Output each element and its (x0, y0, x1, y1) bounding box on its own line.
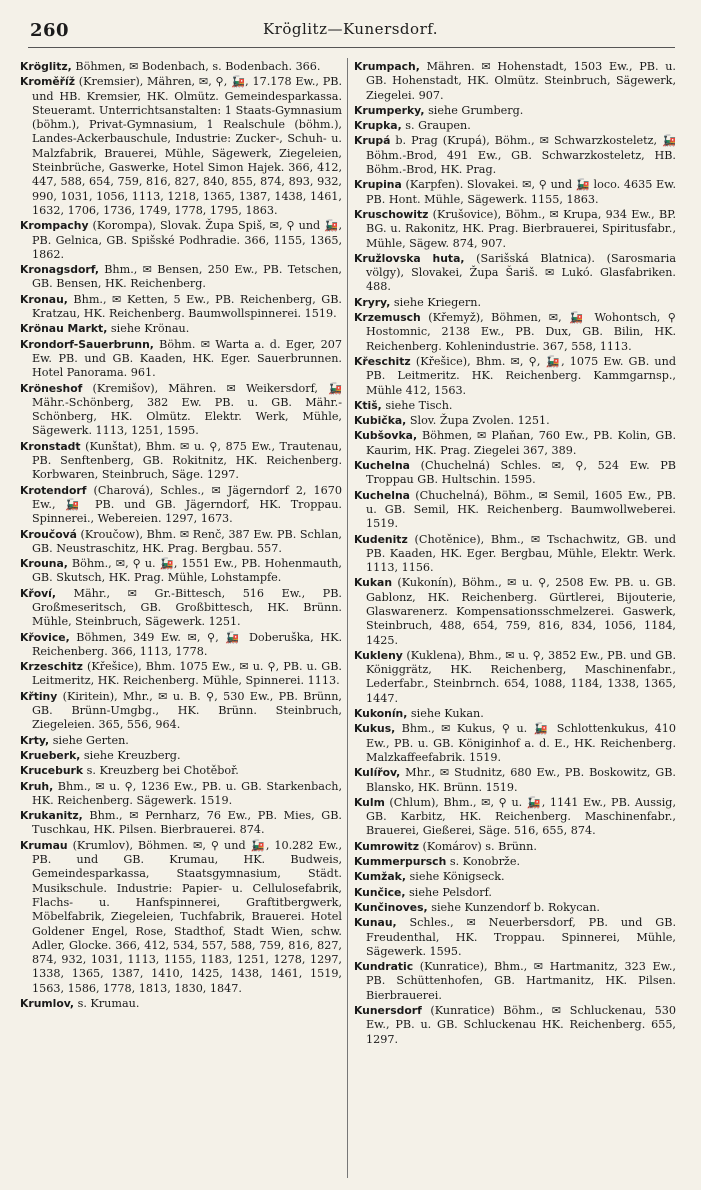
directory-entry (20, 997, 342, 1011)
entry-headword: Krotendorf (20, 483, 87, 497)
directory-entry (20, 338, 342, 381)
entry-text: (Karpfen). Slovakei. ✉, ⚲ und 🚂 loco. 4635 Ew. PB. Hont. Mühle, Sägewerk. 1155, 1863. (366, 178, 676, 206)
directory-entry (20, 631, 342, 660)
entry-headword: Kroměříž (20, 75, 75, 89)
entry-headword: Kronau, (20, 292, 68, 306)
entry-headword: Krumperky, (354, 103, 425, 117)
entry-text: Bhm., ✉ u. ⚲, 1236 Ew., PB. u. GB. Starkenbach, HK. Reichenberg. Sägewerk. 1519. (32, 779, 342, 807)
directory-entry (20, 764, 342, 778)
directory-entry (20, 382, 342, 439)
right-column (354, 60, 676, 1180)
directory-entry (20, 557, 342, 586)
directory-entry (354, 252, 676, 295)
directory-entry (354, 840, 676, 854)
entry-headword: Kronstadt (20, 439, 81, 453)
header-rule (28, 47, 675, 48)
directory-entry (354, 134, 676, 177)
entry-text: (Kunratice), Bhm., ✉ Hartmanitz, 323 Ew., PB. Schüttenhofen, GB. Hartmanitz, HK. Pilsen. Bierbrauerei. (366, 960, 676, 1002)
entry-headword: Krönau Markt, (20, 322, 108, 336)
directory-entry (354, 916, 676, 959)
entry-headword: Krzemusch (354, 311, 421, 325)
entry-text: Bhm., ✉ Kukus, ⚲ u. 🚂 Schlottenkukus, 410 Ew., PB. u. GB. Königinhof a. d. E., HK. Reichenberg. Malzkaffeefabrik. 1519. (366, 722, 676, 764)
entry-headword: Kubička, (354, 414, 407, 428)
entry-text: (Kroučow), Bhm. ✉ Renč, 387 Ew. PB. Schlan, GB. Neustraschitz, HK. Prag. Bergbau. 557. (32, 527, 342, 555)
entry-headword: Kumrowitz (354, 839, 419, 853)
directory-entry (354, 576, 676, 647)
directory-entry (354, 649, 676, 706)
entry-text: b. Prag (Krupá), Böhm., ✉ Schwarzkosteletz, 🚂 Böhm.-Brod, 491 Ew., GB. Schwarzkosteletz, HB. Böhm.-Brod, HK. Prag. (366, 134, 676, 177)
directory-entry (354, 533, 676, 576)
entry-headword: Kröglitz, (20, 60, 72, 73)
entry-text: (Chuchelná), Böhm., ✉ Semil, 1605 Ew., PB. u. GB. Semil, HK. Reichenberg. Baumwollweberei. 1519. (366, 488, 676, 531)
entry-text: s. Graupen. (405, 119, 471, 133)
directory-entry (354, 311, 676, 354)
entry-headword: Kružlovska huta, (354, 251, 465, 265)
entry-headword: Kukleny (354, 648, 403, 662)
page-header (0, 0, 701, 52)
entry-text: (Chotěnice), Bhm., ✉ Tschachwitz, GB. und PB. Kaaden, HK. Eger. Bergbau, Mühle, Elektr. Werk. 1113, 1156. (366, 532, 676, 575)
entry-text: (Chuchelná) Schles. ✉, ⚲, 524 Ew. PB Troppau GB. Hultschin. 1595. (366, 459, 676, 487)
entry-headword: Krzeschitz (20, 660, 83, 674)
entry-headword: Křtiny (20, 689, 58, 703)
entry-headword: Krumpach, (354, 60, 420, 73)
entry-headword: Kummerpursch (354, 855, 447, 869)
entry-text: siehe Kriegern. (393, 295, 482, 309)
directory-entry (354, 960, 676, 1003)
entry-headword: Kulm (354, 795, 385, 809)
directory-entry (354, 766, 676, 795)
entry-headword: Kukus, (354, 722, 396, 736)
directory-entry (354, 459, 676, 488)
entry-text: Bhm., ✉ Bensen, 250 Ew., PB. Tetschen, GB. Bensen, HK. Reichenberg. (32, 263, 342, 291)
entry-text: Bhm., ✉ Ketten, 5 Ew., PB. Reichenberg, GB. Kratzau, HK. Reichenberg. Baumwollspinnerei. 1519. (32, 292, 342, 321)
entry-text: (Křešice), Bhm. 1075 Ew., ✉ u. ⚲, PB. u. GB. Leitmeritz, HK. Reichenberg. Mühle, Spinnerei. 1113. (32, 660, 342, 688)
entry-text: siehe Kreuzberg. (83, 748, 181, 762)
directory-entry (20, 293, 342, 322)
entry-text: s. Kreuzberg bei Chotěboř. (86, 764, 239, 778)
directory-entry (20, 440, 342, 483)
entry-text: (Kremsier), Mähren, ✉, ⚲, 🚂, 17.178 Ew., PB. und HB. Kremsier, HK. Olmütz. Gemeindesparkassa. Steueramt. Unterrichtsanstalten: 1 Staats-Gymnasium (böhm.), Privat-Gymnasium, 1 Realschule (böhm.), Landes-Ackerbauschule, Industrie: Zucker-, Schuh- u. Malzfabrik, Brauerei, Mühle, Sägewerk, Ziegeleien, Steinbrüche, Gaswerke, Hotel Simon Hajek. 366, 412, 447, 588, 654, 759, 816, 827, 840, 855, 874, 893, 932, 990, 1031, 1056, 1113, 1218, 1365, 1387, 1438, 1461, 1632, 1706, 1736, 1749, 1778, 1795, 1863. (32, 75, 342, 217)
directory-entry (20, 780, 342, 809)
directory-entry (20, 660, 342, 689)
entry-text: Mhr., ✉ Studnitz, 680 Ew., PB. Boskowitz, GB. Blansko, HK. Brünn. 1519. (366, 766, 676, 794)
entry-text: siehe Krönau. (110, 322, 190, 336)
entry-headword: Kukonín, (354, 707, 408, 721)
entry-text: (Korompa), Slovak. Župa Spiš, ✉, ⚲ und 🚂, PB. Gelnica, GB. Spišské Podhradie. 366, 1155, 1365, 1862. (32, 219, 342, 261)
directory-entry (20, 809, 342, 838)
directory-entry (20, 60, 342, 74)
entry-headword: Kryry, (354, 295, 391, 309)
entry-headword: Krompachy (20, 219, 89, 233)
entry-headword: Kukan (354, 576, 393, 590)
entry-headword: Křeschitz (354, 354, 411, 368)
directory-entry (20, 528, 342, 557)
entry-headword: Krukanitz, (20, 809, 83, 823)
directory-entry (354, 119, 676, 133)
entry-text: siehe Königseck. (409, 870, 505, 884)
entry-headword: Krupka, (354, 119, 402, 133)
entry-headword: Krondorf-Sauerbrunn, (20, 337, 154, 351)
directory-entry (20, 734, 342, 748)
entry-headword: Krumlov, (20, 997, 75, 1010)
entry-headword: Kroučová (20, 527, 77, 541)
entry-headword: Kumžak, (354, 870, 406, 884)
entry-text: Schles., ✉ Neuerbersdorf, PB. und GB. Freudenthal, HK. Troppau. Spinnerei, Mühle, Sägewerk. 1595. (366, 916, 676, 958)
entry-headword: Krupina (354, 178, 402, 192)
directory-entry (354, 796, 676, 839)
directory-entry (354, 60, 676, 103)
directory-entry (354, 901, 676, 915)
directory-entry (354, 399, 676, 413)
entry-text: siehe Tisch. (385, 398, 453, 412)
entry-headword: Kunčice, (354, 885, 406, 899)
directory-entry (354, 855, 676, 869)
directory-entry (354, 707, 676, 721)
entry-headword: Kunersdorf (354, 1004, 422, 1017)
entry-headword: Krueberk, (20, 748, 81, 762)
entry-text: (Komárov) s. Brünn. (422, 839, 537, 853)
entry-text: (Křemyž), Böhmen, ✉, 🚂 Wohontsch, ⚲ Hostomnic, 2138 Ew., PB. Dux, GB. Bilin, HK. Reichenberg. Kohlenindustrie. 367, 558, 1113. (366, 311, 676, 353)
entry-text: siehe Grumberg. (428, 103, 524, 117)
entry-text: Mähr., ✉ Gr.-Bittesch, 516 Ew., PB. Großmeseritsch, GB. Großbittesch, HK. Brünn. Mühle, Steinbruch, Sägewerk. 1251. (32, 586, 342, 629)
entry-headword: Kunčinoves, (354, 900, 428, 914)
directory-entry (20, 322, 342, 336)
entry-text: (Kremišov), Mähren. ✉ Weikersdorf, 🚂 Mähr.-Schönberg, 382 Ew. PB. u. GB. Mähr.-Schönberg, HK. Olmütz. Elektr. Werk, Mühle, Sägewerk. 1113, 1251, 1595. (32, 381, 342, 438)
entry-text: (Krumlov), Böhmen. ✉, ⚲ und 🚂, 10.282 Ew., PB. und GB. Krumau, HK. Budweis, Gemeindesparkassa, Staatsgymnasium, Städt. Musikschule. Industrie: Papier- u. Cellulosefabrik, Flachs- u. Hanfspinnerei, Graftitbergwerk, Möbelfabrik, Ziegeleien, Tuchfabrik, Brauerei. Hotel Goldener Engel, Rose, Stadthof, Stadt Wien, schw. Adler, Glocke. 366, 412, 534, 557, 588, 759, 816, 827, 874, 932, 1031, 1113, 1155, 1183, 1251, 1278, 1297, 1338, 1365, 1387, 1410, 1425, 1438, 1461, 1519, 1563, 1586, 1778, 1813, 1830, 1847. (32, 838, 342, 995)
directory-entry (354, 870, 676, 884)
entry-headword: Krouna, (20, 557, 68, 571)
directory-entry (354, 1004, 676, 1047)
entry-headword: Kubšovka, (354, 429, 418, 443)
entry-text: (Charová), Schles., ✉ Jägerndorf 2, 1670 Ew., 🚂 PB. und GB. Jägerndorf, HK. Troppau. Spinnerei., Webereien. 1297, 1673. (32, 483, 342, 526)
entry-text: (Kuklena), Bhm., ✉ u. ⚲, 3852 Ew., PB. und GB. Königgrätz, HK. Reichenberg, Maschinenfabr., Lederfabr., Steinbrnch. 654, 1088, 1184, 1338, 1365, 1447. (366, 648, 676, 705)
entry-headword: Kunau, (354, 916, 397, 930)
directory-entry (354, 178, 676, 207)
running-head: Kröglitz—Kunersdorf. (262, 20, 439, 38)
entry-headword: Kundratic (354, 960, 414, 974)
directory-entry (354, 722, 676, 765)
entry-headword: Krty, (20, 733, 50, 747)
entry-text: Böhm., ✉, ⚲ u. 🚂, 1551 Ew., PB. Hohenmauth, GB. Skutsch, HK. Prag. Mühle, Lohstampfe. (32, 557, 342, 585)
entry-headword: Křovice, (20, 630, 70, 644)
directory-entry (354, 208, 676, 251)
entry-text: Böhm. ✉ Warta a. d. Eger, 207 Ew. PB. und GB. Kaaden, HK. Eger. Sauerbrunnen. Hotel Panorama. 961. (32, 337, 342, 380)
directory-entry (354, 414, 676, 428)
entry-headword: Kröneshof (20, 381, 83, 395)
entry-text: s. Konobrže. (449, 855, 520, 869)
entry-headword: Kruh, (20, 779, 54, 793)
entry-text: siehe Pelsdorf. (409, 885, 492, 899)
column-divider (347, 58, 348, 1178)
entry-headword: Kuchelna (354, 488, 410, 502)
entry-text: (Chlum), Bhm., ✉, ⚲ u. 🚂, 1141 Ew., PB. Aussig, GB. Karbitz, HK. Reichenberg. Maschinenfabr., Brauerei, Gießerei, Säge. 516, 655, 874. (366, 795, 676, 838)
entry-headword: Kruceburk (20, 764, 84, 778)
directory-entry (20, 484, 342, 527)
entry-text: (Sarišská Blatnica). (Sarosmaria völgy), Slovakei, Župa Šariš. ✉ Lukó. Glasfabriken. 488. (366, 251, 676, 294)
entry-text: (Kukonín), Böhm., ✉ u. ⚲, 2508 Ew. PB. u. GB. Gablonz, HK. Reichenberg. Gürtlerei, Bijouterie, Glaswarenerz. Kompensationsschmelzerei. Gaswerk, Steinbruch, 488, 654, 759, 816, 834, 1056, 1184, 1425. (366, 576, 676, 647)
directory-entry (20, 587, 342, 630)
entry-text: Slov. Župa Zvolen. 1251. (409, 414, 550, 428)
directory-entry (354, 296, 676, 310)
entry-text: (Kunratice) Böhm., ✉ Schluckenau, 530 Ew., PB. u. GB. Schluckenau HK. Reichenberg. 655, 1297. (366, 1004, 676, 1046)
directory-entry (20, 749, 342, 763)
directory-entry (20, 75, 342, 218)
entry-headword: Kudenitz (354, 532, 408, 546)
page-number: 260 (30, 20, 70, 41)
directory-entry (20, 690, 342, 733)
entry-headword: Kuchelna (354, 459, 410, 473)
entry-headword: Křoví, (20, 586, 56, 600)
entry-headword: Krupá (354, 134, 391, 148)
entry-text: (Křešice), Bhm. ✉, ⚲, 🚂, 1075 Ew. GB. und PB. Leitmeritz. HK. Reichenberg. Kammgarnsp., Mühle 412, 1563. (366, 354, 676, 397)
entry-text: Mähren. ✉ Hohenstadt, 1503 Ew., PB. u. GB. Hohenstadt, HK. Olmütz. Steinbruch, Sägewerk, Ziegelei. 907. (366, 60, 676, 102)
entry-text: s. Krumau. (77, 997, 140, 1010)
entry-headword: Ktiš, (354, 398, 382, 412)
directory-entry (354, 429, 676, 458)
entry-text: siehe Gerten. (52, 733, 129, 747)
entry-text: (Kunštat), Bhm. ✉ u. ⚲, 875 Ew., Trautenau, PB. Senftenberg, GB. Rokitnitz, HK. Reichenberg. Korbwaren, Steinbruch, Säge. 1297. (32, 439, 342, 482)
directory-entry (354, 104, 676, 118)
entry-text: Böhmen, ✉ Plaňan, 760 Ew., PB. Kolin, GB. Kaurim, HK. Prag. Ziegelei 367, 389. (366, 429, 676, 457)
entry-text: Bhm., ✉ Pernharz, 76 Ew., PB. Mies, GB. Tuschkau, HK. Pilsen. Bierbrauerei. 874. (32, 809, 342, 837)
entry-headword: Kruschowitz (354, 207, 429, 221)
entry-headword: Krumau (20, 838, 68, 852)
left-column (20, 60, 342, 1180)
entry-text: siehe Kunzendorf b. Rokycan. (431, 900, 600, 914)
directory-entry (354, 355, 676, 398)
entry-text: Böhmen, ✉ Bodenbach, s. Bodenbach. 366. (75, 60, 321, 73)
directory-entry (354, 886, 676, 900)
directory-entry (354, 489, 676, 532)
entry-text: Böhmen, 349 Ew. ✉, ⚲, 🚂 Doberuška, HK. Reichenberg. 366, 1113, 1778. (32, 630, 342, 658)
entry-text: (Kiritein), Mhr., ✉ u. B. ⚲, 530 Ew., PB. Brünn, GB. Brünn-Umgbg., HK. Brünn. Steinbruch, Ziegeleien. 365, 556, 964. (32, 689, 342, 732)
directory-entry (20, 839, 342, 996)
entry-text: (Krušovice), Böhm., ✉ Krupa, 934 Ew., BP. BG. u. Rakonitz, HK. Prag. Bierbrauerei, Spiritusfabr., Mühle, Sägew. 874, 907. (366, 207, 676, 250)
directory-entry (20, 219, 342, 262)
directory-entry (20, 263, 342, 292)
entry-text: siehe Kukan. (410, 707, 484, 721)
entry-headword: Kronagsdorf, (20, 263, 99, 277)
entry-headword: Kulířov, (354, 766, 401, 780)
